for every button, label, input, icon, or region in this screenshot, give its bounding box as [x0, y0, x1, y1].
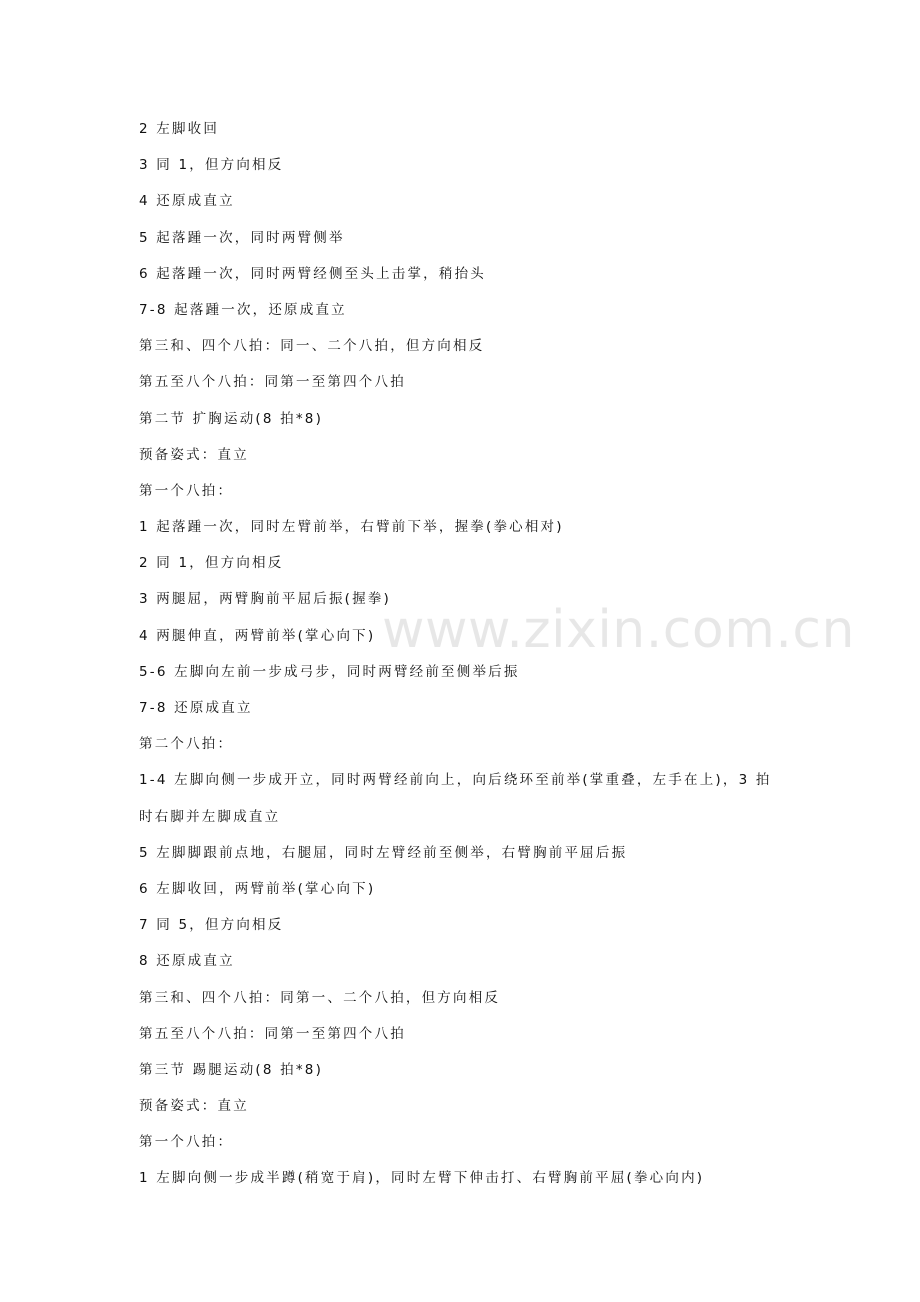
- document-body: [139, 119, 799, 1205]
- text-line: 5 左脚脚跟前点地，右腿屈，同时左臂经前至侧举，右臂胸前平屈后振: [139, 844, 628, 861]
- text-line: 第五至八个八拍：同第一至第四个八拍: [139, 374, 406, 391]
- text-line: 时右脚并左脚成直立: [139, 808, 281, 825]
- text-line: 5-6 左脚向左前一步成弓步，同时两臂经前至侧举后振: [139, 663, 520, 680]
- text-line: 8 还原成直立: [139, 953, 235, 970]
- section-heading: 第三节 踢腿运动(8 拍*8): [139, 1061, 324, 1078]
- text-line: 7-8 还原成直立: [139, 700, 253, 716]
- text-line: 预备姿式：直立: [139, 1098, 249, 1115]
- text-line: 4 两腿伸直，两臂前举(掌心向下): [139, 627, 376, 644]
- text-line: 4 还原成直立: [139, 193, 235, 210]
- text-line: 6 起落踵一次，同时两臂经侧至头上击掌，稍抬头: [139, 265, 486, 282]
- text-line: 第二个八拍：: [139, 736, 234, 753]
- text-line: 2 同 1，但方向相反: [139, 555, 284, 572]
- text-line: 7 同 5，但方向相反: [139, 917, 284, 934]
- text-line: 7-8 起落踵一次，还原成直立: [139, 301, 347, 318]
- text-line: 5 起落踵一次，同时两臂侧举: [139, 229, 345, 246]
- text-line: 1-4 左脚向侧一步成开立，同时两臂经前向上，向后绕环至前举(掌重叠，左手在上)，3 拍: [139, 772, 772, 789]
- text-line: 1 起落踵一次，同时左臂前举，右臂前下举，握拳(拳心相对): [139, 519, 564, 536]
- text-line: 6 左脚收回，两臂前举(掌心向下): [139, 880, 376, 897]
- text-line: 第一个八拍：: [139, 1134, 234, 1151]
- text-line: 第三和、四个八拍：同一、二个八拍，但方向相反: [139, 338, 485, 355]
- text-line: 第三和、四个八拍：同第一、二个八拍，但方向相反: [139, 989, 501, 1006]
- text-line: 第五至八个八拍：同第一至第四个八拍: [139, 1025, 406, 1042]
- section-heading: 第二节 扩胸运动(8 拍*8): [139, 410, 324, 427]
- text-line: 第一个八拍：: [139, 482, 234, 499]
- text-line: 3 同 1，但方向相反: [139, 157, 284, 174]
- text-line: 3 两腿屈，两臂胸前平屈后振(握拳): [139, 591, 392, 608]
- text-line: 2 左脚收回: [139, 121, 220, 137]
- text-line: 1 左脚向侧一步成半蹲(稍宽于肩)，同时左臂下伸击打、右臂胸前平屈(拳心向内): [139, 1170, 705, 1187]
- watermark-text: www.zixin.com.cn: [382, 600, 855, 660]
- text-line: 预备姿式：直立: [139, 446, 249, 463]
